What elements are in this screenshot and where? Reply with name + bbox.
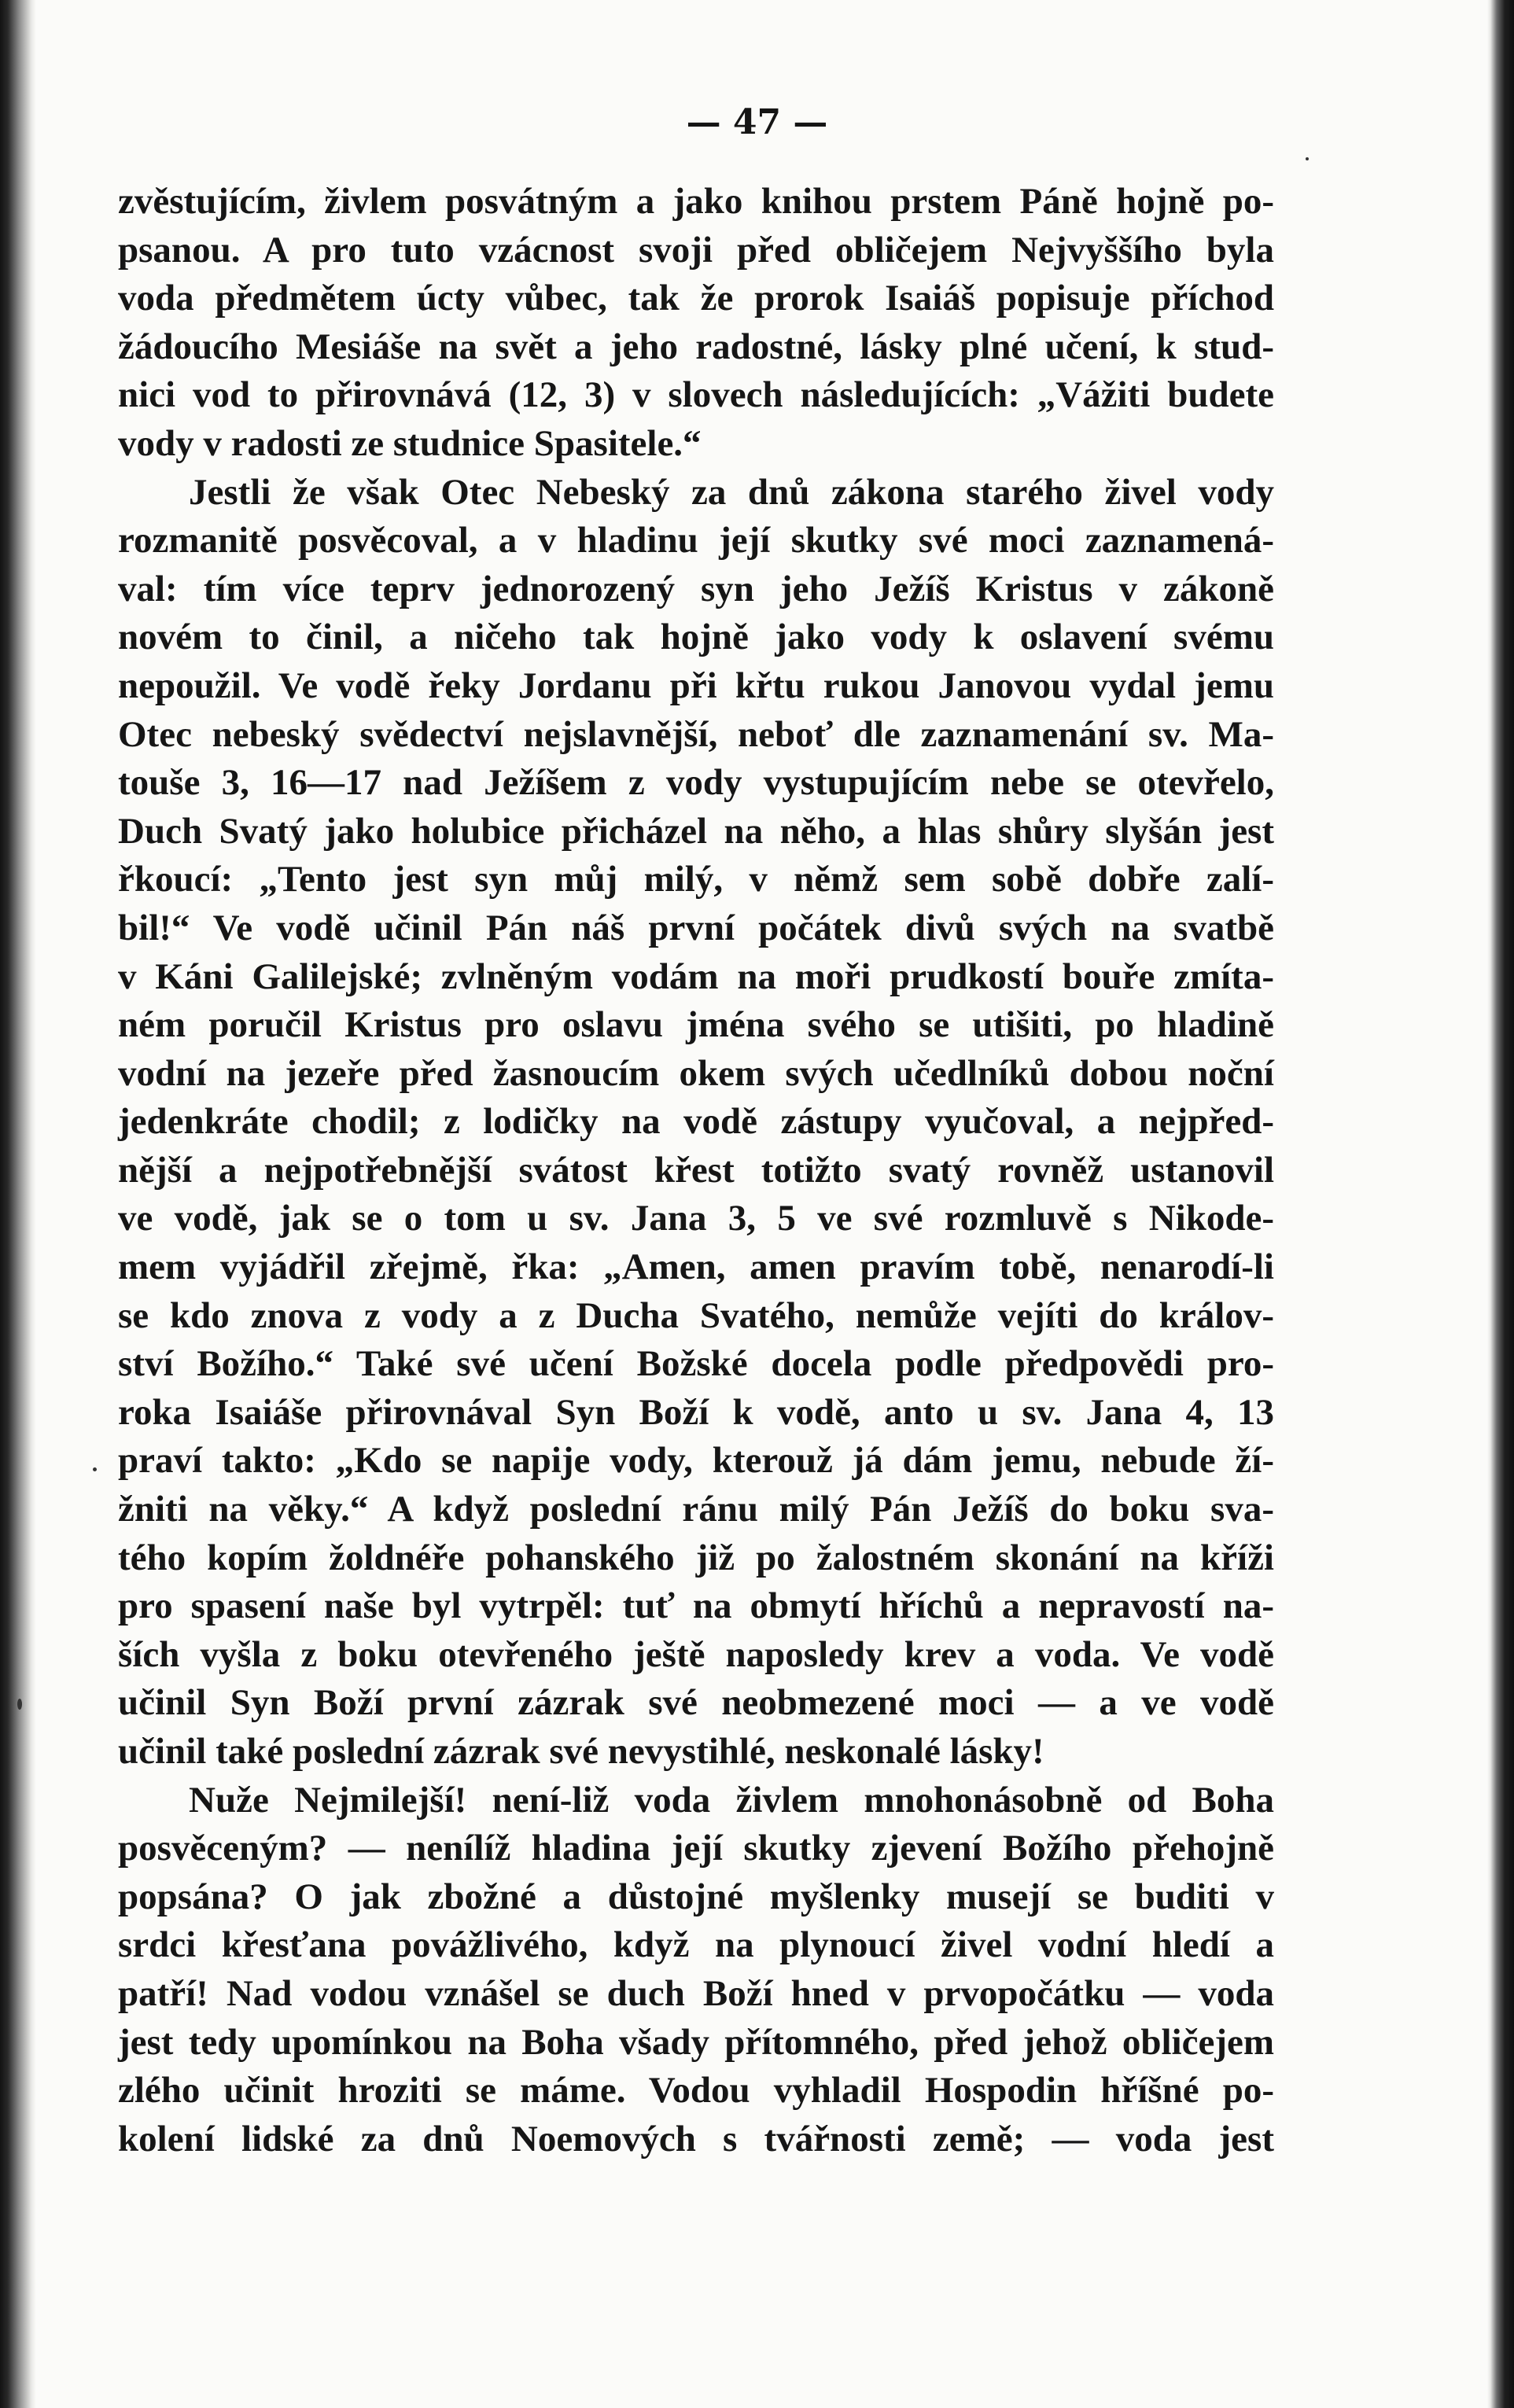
text-line: ství Božího.“ Také své učení Božské docela podle předpovědi pro-	[118, 1343, 1274, 1385]
text-line: mem vyjádřil zřejmě, řka: „Amen, amen pravím tobě, nenarodí-li	[118, 1246, 1274, 1288]
text-line: žádoucího Mesiáše na svět a jeho radostné, lásky plné učení, k stud-	[118, 326, 1274, 367]
text-line: kolení lidské za dnů Noemových s tvářnosti země; — voda jest	[118, 2118, 1274, 2159]
text-line: nější a nejpotřebnější svátost křest totižto svatý rovněž ustanovil	[118, 1149, 1274, 1191]
text-line: novém to činil, a ničeho tak hojně jako vody k oslavení svému	[118, 617, 1274, 658]
text-line: roka Isaiáše přirovnával Syn Boží k vodě, anto u sv. Jana 4, 13	[118, 1391, 1274, 1433]
text-line: žniti na věky.“ A když poslední ránu milý Pán Ježíš do boku sva-	[118, 1489, 1274, 1530]
text-line: ném poručil Kristus pro oslavu jména svého se utišiti, po hladině	[118, 1004, 1274, 1046]
text-line: jest tedy upomínkou na Boha všady přítomného, před jehož obličejem	[118, 2021, 1274, 2063]
text-line: vody v radosti ze studnice Spasitele.“	[118, 422, 702, 464]
text-line: srdci křesťana povážlivého, když na plynoucí živel vodní hledí a	[118, 1924, 1274, 1966]
text-line: Nuže Nejmilejší! není-liž voda živlem mnohonásobně od Boha	[189, 1779, 1274, 1821]
text-line: jedenkráte chodil; z lodičky na vodě zástupy vyučoval, a nejpřed-	[118, 1101, 1274, 1143]
text-line: učinil také poslední zázrak své nevystihlé, neskonalé lásky!	[118, 1731, 1044, 1772]
text-line: popsána? O jak zbožné a důstojné myšlenky musejí se buditi v	[118, 1876, 1274, 1917]
text-line: bil!“ Ve vodě učinil Pán náš první počátek divů svých na svatbě	[118, 907, 1274, 948]
text-line: praví takto: „Kdo se napije vody, kterouž já dám jemu, nebude ží-	[118, 1440, 1274, 1482]
text-line: se kdo znova z vody a z Ducha Svatého, nemůže vejíti do králov-	[118, 1294, 1274, 1336]
right-edge-shadow	[1487, 0, 1514, 2408]
text-line: voda předmětem úcty vůbec, tak že prorok Isaiáš popisuje příchod	[118, 278, 1274, 319]
text-line: rozmanitě posvěcoval, a v hladinu její skutky své moci zaznamená-	[118, 520, 1274, 561]
text-line: vodní na jezeře před žasnoucím okem svých učedlníků dobou noční	[118, 1052, 1274, 1094]
text-line: touše 3, 16—17 nad Ježíšem z vody vystupujícím nebe se otevřelo,	[118, 762, 1274, 804]
text-line: Duch Svatý jako holubice přicházel na něho, a hlas shůry slyšán jest	[118, 810, 1274, 852]
text-line: v Káni Galilejské; zvlněným vodám na moři prudkostí bouře zmíta-	[118, 955, 1274, 997]
scan-speck	[17, 1699, 22, 1710]
text-line: řkoucí: „Tento jest syn můj milý, v němž sem sobě dobře zalí-	[118, 859, 1274, 900]
left-edge-shadow	[0, 0, 36, 2408]
text-line: ších vyšla z boku otevřeného ještě naposledy krev a voda. Ve vodě	[118, 1633, 1274, 1675]
text-line: posvěceným? — nenílíž hladina její skutky zjevení Božího přehojně	[118, 1828, 1274, 1869]
scan-speck	[93, 1467, 97, 1471]
text-line: Otec nebeský svědectví nejslavnější, neboť dle zaznamenání sv. Ma-	[118, 713, 1274, 755]
text-line: Jestli že však Otec Nebeský za dnů zákona starého živel vody	[189, 471, 1274, 513]
text-line: učinil Syn Boží první zázrak své neobmezené moci — a ve vodě	[118, 1682, 1274, 1724]
text-line: zvěstujícím, živlem posvátným a jako knihou prstem Páně hojně po-	[118, 181, 1274, 222]
text-line: zlého učinit hroziti se máme. Vodou vyhladil Hospodin hříšné po-	[118, 2070, 1274, 2112]
page-number-header: — 47 —	[686, 102, 828, 142]
text-line: nici vod to přirovnává (12, 3) v slovech následujících: „Vážiti budete	[118, 374, 1274, 416]
text-line: pro spasení naše byl vytrpěl: tuť na obmytí hříchů a nepravostí na-	[118, 1585, 1274, 1627]
scan-speck	[1306, 157, 1309, 160]
text-line: tého kopím žoldnéře pohanského již po žalostném skonání na kříži	[118, 1537, 1274, 1578]
text-line: patří! Nad vodou vznášel se duch Boží hned v prvopočátku — voda	[118, 1972, 1274, 2014]
text-line: nepoužil. Ve vodě řeky Jordanu při křtu rukou Janovou vydal jemu	[118, 665, 1274, 706]
text-line: psanou. A pro tuto vzácnost svoji před obličejem Nejvyššího byla	[118, 229, 1274, 271]
text-line: ve vodě, jak se o tom u sv. Jana 3, 5 ve své rozmluvě s Nikode-	[118, 1198, 1274, 1239]
text-line: val: tím více teprv jednorozený syn jeho Ježíš Kristus v zákoně	[118, 568, 1274, 609]
body-text	[118, 178, 1274, 2163]
